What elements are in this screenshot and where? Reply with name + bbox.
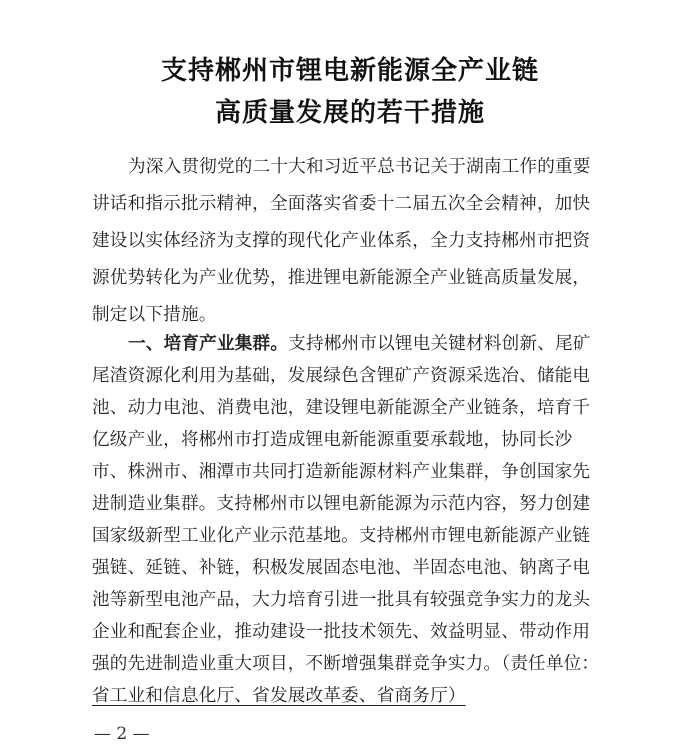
section-1-line: 企业和配套企业，推动建设一批技术领先、效益明显、带动作用 <box>92 622 591 642</box>
section-1-line: 池、动力电池、消费电池，建设锂电新能源全产业链条，培育千 <box>92 398 591 418</box>
paragraph-line: 为深入贯彻党的二十大和习近平总书记关于湖南工作的重要 <box>128 157 591 177</box>
section-1-first-line <box>128 332 607 356</box>
section-1-line: 市、株洲市、湘潭市共同打造新能源材料产业集群，争创国家先 <box>92 462 591 482</box>
page-number: — 2 — <box>94 724 150 744</box>
section-1-line: 国家级新型工业化产业示范基地。支持郴州市锂电新能源产业链 <box>92 526 591 546</box>
section-1-heading: 一、培育产业集群。 <box>128 334 289 354</box>
section-1-line: 亿级产业，将郴州市打造成锂电新能源重要承载地，协同长沙 <box>92 430 573 450</box>
section-1-text: 支持郴州市以锂电关键材料创新、尾矿 <box>288 334 591 354</box>
section-1-line: 强链、延链、补链，积极发展固态电池、半固态电池、钠离子电 <box>92 558 591 578</box>
responsible-units-line: 省工业和信息化厅、省发展改革委、省商务厅） <box>92 686 466 706</box>
paragraph-line: 制定以下措施。 <box>92 305 217 325</box>
document-title-line-1: 支持郴州市锂电新能源全产业链 <box>160 56 539 86</box>
section-1-line: 强的先进制造业重大项目，不断增强集群竞争实力。（责任单位： <box>92 654 600 674</box>
section-1-line: 池等新型电池产品，大力培育引进一批具有较强竞争实力的龙头 <box>92 590 591 610</box>
paragraph-line: 讲话和指示批示精神，全面落实省委十二届五次全会精神，加快 <box>92 194 591 214</box>
document-title-line-2: 高质量发展的若干措施 <box>214 98 485 128</box>
section-1-line: 尾渣资源化利用为基础，发展绿色含锂矿产资源采选冶、储能电 <box>92 366 591 386</box>
section-1-line: 进制造业集群。支持郴州市以锂电新能源为示范内容，努力创建 <box>92 494 591 514</box>
paragraph-line: 建设以实体经济为支撑的现代化产业体系，全力支持郴州市把资 <box>92 231 591 251</box>
paragraph-line: 源优势转化为产业优势，推进锂电新能源全产业链高质量发展， <box>92 268 591 288</box>
